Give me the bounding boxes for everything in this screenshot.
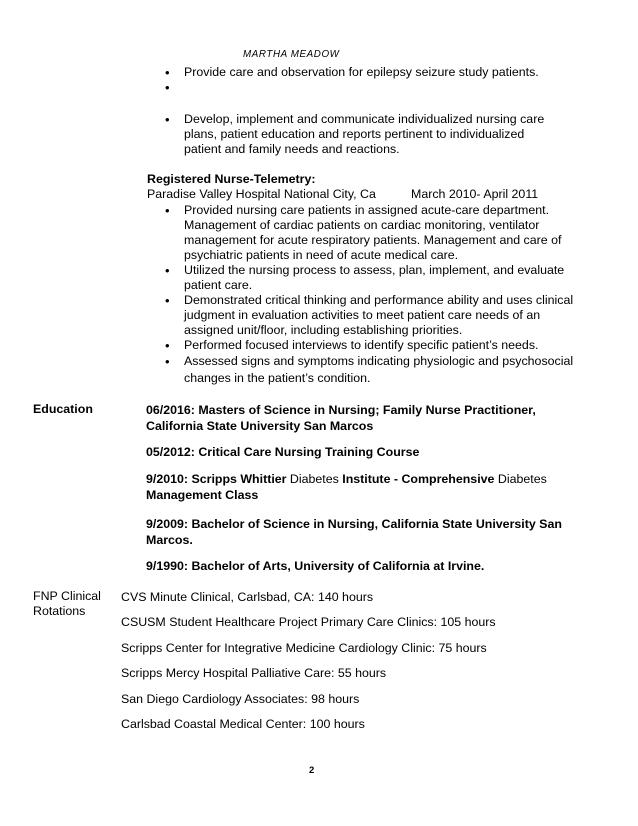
- bullet-item: • Develop, implement and communicate individualized nursing care plans, patient education and reports pertinent to individualized patient and family needs and reactions.: [162, 112, 562, 157]
- rotation-item: Scripps Mercy Hospital Palliative Care: 55 hours: [121, 666, 387, 680]
- rotation-item: Scripps Center for Integrative Medicine Cardiology Clinic: 75 hours: [121, 641, 487, 655]
- education-entry: 06/2016: Masters of Science in Nursing; Family Nurse Practitioner, California State University San Marcos: [146, 403, 536, 433]
- fnp-label: FNP Clinical Rotations: [33, 589, 101, 618]
- job-dates: March 2010- April 2011: [411, 187, 539, 201]
- page-number: 2: [309, 765, 315, 776]
- education-entry-text: Diabetes: [497, 472, 547, 486]
- bullet-item: [162, 80, 562, 95]
- education-entry: 9/2009: Bachelor of Science in Nursing, California State University San Marcos.: [146, 517, 562, 547]
- header-name: MARTHA MEADOW: [243, 49, 340, 60]
- job-title: Registered Nurse-Telemetry:: [147, 172, 316, 186]
- rotation-item: CVS Minute Clinical, Carlsbad, CA: 140 hours: [121, 590, 374, 604]
- bullet-item: • Provide care and observation for epilepsy seizure study patients.: [162, 65, 562, 80]
- education-entry-text: 9/2010: Scripps Whittier: [146, 472, 290, 486]
- education-entry: 05/2012: Critical Care Nursing Training Course: [146, 445, 420, 459]
- rotation-item: Carlsbad Coastal Medical Center: 100 hours: [121, 717, 365, 731]
- education-entry-text: Diabetes: [289, 472, 339, 486]
- education-entry: [146, 471, 586, 503]
- education-entry-text: Management Class: [146, 488, 259, 502]
- bullet-item: • Demonstrated critical thinking and performance ability and uses clinical judgment in evaluation activities to meet patient care needs of an assigned unit/floor, including establishing priorities.: [162, 293, 574, 338]
- prev-job-bullets-a: [162, 65, 562, 95]
- rotation-item: San Diego Cardiology Associates: 98 hours: [121, 692, 360, 706]
- education-entry-text: Institute - Comprehensive: [338, 472, 498, 486]
- education-label: Education: [33, 402, 93, 416]
- bullet-item: • Utilized the nursing process to assess, plan, implement, and evaluate patient care.: [162, 263, 574, 293]
- job-bullets: [162, 203, 574, 387]
- bullet-item: • Assessed signs and symptoms indicating physiologic and psychosocial changes in the patient’s condition.: [162, 353, 574, 387]
- job-employer: Paradise Valley Hospital National City, Ca: [147, 187, 376, 201]
- prev-job-bullets-b: [162, 112, 562, 157]
- bullet-item: • Provided nursing care patients in assigned acute-care department. Management of cardiac patients on cardiac monitoring, ventilator management for acute respiratory patients. Management and care of psychiatric patients in need of acute medical care.: [162, 203, 574, 263]
- rotation-item: CSUSM Student Healthcare Project Primary Care Clinics: 105 hours: [121, 615, 496, 629]
- education-entry: 9/1990: Bachelor of Arts, University of California at Irvine.: [146, 559, 485, 573]
- bullet-item: • Performed focused interviews to identify specific patient’s needs.: [162, 338, 574, 353]
